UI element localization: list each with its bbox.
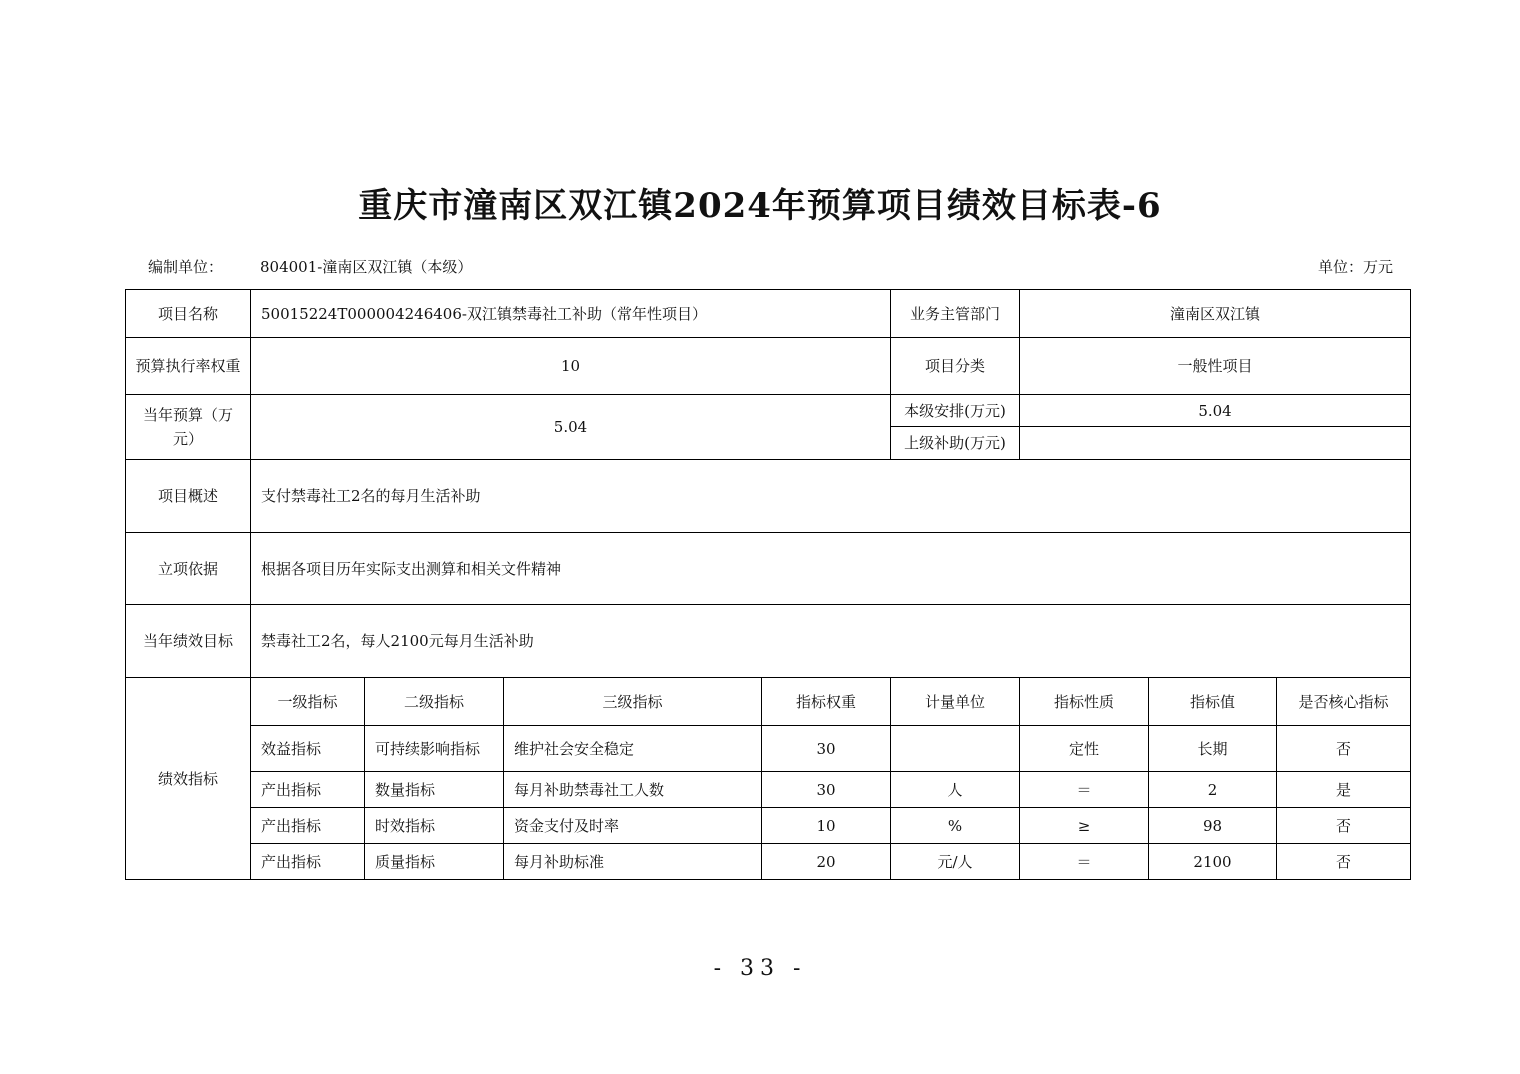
indicator-nature: ＝ [1020,772,1149,808]
upper-value [1020,427,1411,460]
category-label: 项目分类 [891,338,1020,395]
indicator-level3: 资金支付及时率 [504,808,762,844]
indicator-value: 2 [1149,772,1277,808]
category-value: 一般性项目 [1020,338,1411,395]
local-value: 5.04 [1020,395,1411,427]
indicator-level3: 每月补助标准 [504,844,762,880]
upper-label: 上级补助(万元) [891,427,1020,460]
indicator-nature: 定性 [1020,726,1149,772]
indicator-level2: 质量指标 [365,844,504,880]
indicator-core: 否 [1277,726,1411,772]
page-title: 重庆市潼南区双江镇2024年预算项目绩效目标表-6 [358,186,1162,226]
table-row [126,772,1411,808]
header-unit: 计量单位 [891,678,1020,726]
budget-label: 当年预算（万元） [126,395,251,460]
perf-label: 绩效指标 [126,678,251,880]
indicator-unit [891,726,1020,772]
table-row [126,808,1411,844]
page-number: - 33 - [713,956,807,981]
header-core: 是否核心指标 [1277,678,1411,726]
header-level3: 三级指标 [504,678,762,726]
indicator-unit: 人 [891,772,1020,808]
indicator-level3: 每月补助禁毒社工人数 [504,772,762,808]
indicator-level2: 可持续影响指标 [365,726,504,772]
indicator-level3: 维护社会安全稳定 [504,726,762,772]
indicator-level1: 产出指标 [251,844,365,880]
summary-label: 项目概述 [126,460,251,533]
basis-label: 立项依据 [126,533,251,605]
indicator-unit: 元/人 [891,844,1020,880]
indicator-level2: 数量指标 [365,772,504,808]
indicator-value: 2100 [1149,844,1277,880]
indicator-level1: 效益指标 [251,726,365,772]
goal-value: 禁毒社工2名，每人2100元每月生活补助 [251,605,1411,678]
header-weight: 指标权重 [762,678,891,726]
indicator-core: 是 [1277,772,1411,808]
performance-table [125,289,1411,880]
indicator-weight: 20 [762,844,891,880]
header-nature: 指标性质 [1020,678,1149,726]
indicator-unit: % [891,808,1020,844]
basis-value: 根据各项目历年实际支出测算和相关文件精神 [251,533,1411,605]
goal-label: 当年绩效目标 [126,605,251,678]
indicator-nature: ＝ [1020,844,1149,880]
weight-label: 预算执行率权重 [126,338,251,395]
summary-value: 支付禁毒社工2名的每月生活补助 [251,460,1411,533]
indicator-value: 98 [1149,808,1277,844]
table-row [126,726,1411,772]
header-level2: 二级指标 [365,678,504,726]
budget-value: 5.04 [251,395,891,460]
currency-unit: 单位：万元 [1318,258,1394,276]
local-label: 本级安排(万元) [891,395,1020,427]
indicator-nature: ≥ [1020,808,1149,844]
indicator-weight: 30 [762,726,891,772]
indicator-level1: 产出指标 [251,808,365,844]
unit-label: 编制单位： [148,258,224,276]
indicator-value: 长期 [1149,726,1277,772]
header-level1: 一级指标 [251,678,365,726]
table-row [126,844,1411,880]
dept-label: 业务主管部门 [891,290,1020,338]
indicator-core: 否 [1277,844,1411,880]
indicator-level2: 时效指标 [365,808,504,844]
indicator-weight: 30 [762,772,891,808]
project-name-label: 项目名称 [126,290,251,338]
header-value: 指标值 [1149,678,1277,726]
indicator-weight: 10 [762,808,891,844]
unit-value: 804001-潼南区双江镇（本级） [260,258,473,276]
weight-value: 10 [251,338,891,395]
indicator-core: 否 [1277,808,1411,844]
indicator-level1: 产出指标 [251,772,365,808]
project-name: 50015224T000004246406-双江镇禁毒社工补助（常年性项目） [251,290,891,338]
dept-value: 潼南区双江镇 [1020,290,1411,338]
